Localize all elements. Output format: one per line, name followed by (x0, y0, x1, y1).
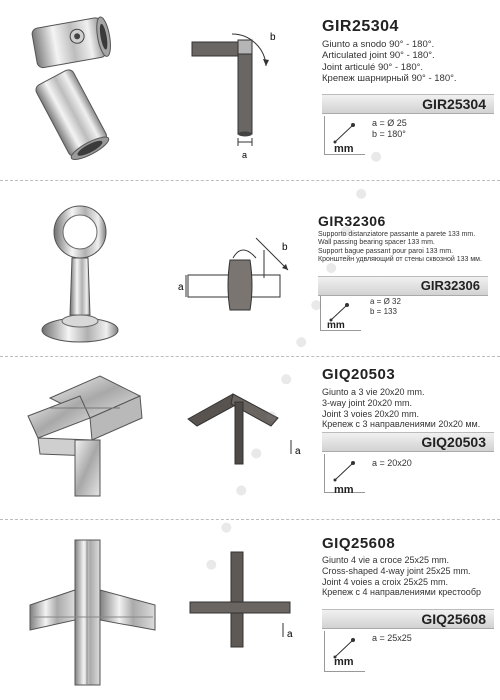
product-code-bar: GIQ20503 (322, 432, 494, 452)
diagram-articulated-joint (180, 14, 290, 164)
product-code-bar: GIQ25608 (322, 609, 494, 629)
product-giq25608 (0, 519, 500, 700)
diagram-label-a: a (242, 150, 248, 160)
product-code-bar: GIR25304 (322, 94, 494, 114)
dimension-b: b = 133 (370, 307, 397, 316)
unit-mm: mm (334, 656, 354, 668)
diagram-label-a: a (178, 282, 184, 293)
product-code-title: GIQ25608 (322, 535, 396, 552)
product-info (322, 18, 497, 85)
dimension-a: a = Ø 32 (370, 297, 401, 306)
desc-line-fr: Joint 4 voies a croix 25x25 mm. (322, 576, 449, 587)
product-info (322, 366, 500, 430)
product-code-bar: GIR32306 (318, 276, 488, 296)
diagram-label-a: a (287, 629, 293, 640)
desc-line-it: Giunto a snodo 90° - 180°. (322, 39, 435, 50)
product-info (322, 535, 500, 598)
product-photo-wall-spacer (30, 200, 130, 350)
diagram-3-way-joint (183, 384, 308, 479)
dimension-a: a = 25x25 (372, 633, 412, 643)
diagram-label-b: b (282, 242, 288, 253)
dimension-a: a = 20x20 (372, 458, 412, 468)
diagram-label-a: a (295, 446, 301, 457)
unit-mm: mm (334, 143, 354, 155)
diagram-label-b: b (270, 32, 276, 43)
desc-line-en: 3-way joint 20x20 mm. (322, 397, 413, 408)
desc-line-en: Cross-shaped 4-way joint 25x25 mm. (322, 565, 471, 576)
desc-line-it: Giunto 4 vie a croce 25x25 mm. (322, 555, 450, 565)
desc-line-it: Supporto distanziatore passante a parete 133 mm. (318, 231, 476, 238)
unit-mm: mm (327, 320, 345, 331)
desc-line-ru: Крепеж с 4 направлениями крестообр (322, 587, 481, 598)
desc-line-ru: Кронштейн удвляющий от стены сквозной 133 мм. (318, 256, 482, 264)
product-giq20503 (0, 356, 500, 519)
product-code-title: GIR32306 (318, 213, 386, 229)
desc-line-fr: Joint 3 voies 20x20 mm. (322, 408, 420, 419)
desc-line-ru: Крепеж шарнирный 90° - 180°. (322, 73, 457, 85)
product-info (318, 213, 498, 265)
product-photo-articulated-joint (8, 14, 118, 164)
desc-line-fr: Support bague passant pour paroi 133 mm. (318, 247, 454, 255)
product-code-title: GIQ20503 (322, 366, 396, 383)
product-code-title: GIR25304 (322, 18, 399, 35)
desc-line-it: Giunto a 3 vie 20x20 mm. (322, 387, 425, 397)
dimension-b: b = 180° (372, 129, 406, 139)
dimension-a: a = Ø 25 (372, 118, 407, 128)
desc-line-en: Wall passing bearing spacer 133 mm. (318, 239, 435, 247)
product-gir25304 (0, 0, 500, 180)
unit-mm: mm (334, 484, 354, 496)
diagram-cross-joint (185, 547, 305, 657)
desc-line-en: Articulated joint 90° - 180°. (322, 50, 435, 62)
desc-line-ru: Крепеж с 3 направлениями 20x20 мм. (322, 419, 481, 430)
product-gir32306 (0, 180, 500, 355)
desc-line-fr: Joint articulé 90° - 180°. (322, 61, 424, 73)
diagram-wall-spacer (178, 230, 303, 325)
product-photo-cross-joint (25, 535, 165, 695)
axes-icon (331, 460, 357, 484)
product-photo-3-way-joint (20, 368, 155, 508)
